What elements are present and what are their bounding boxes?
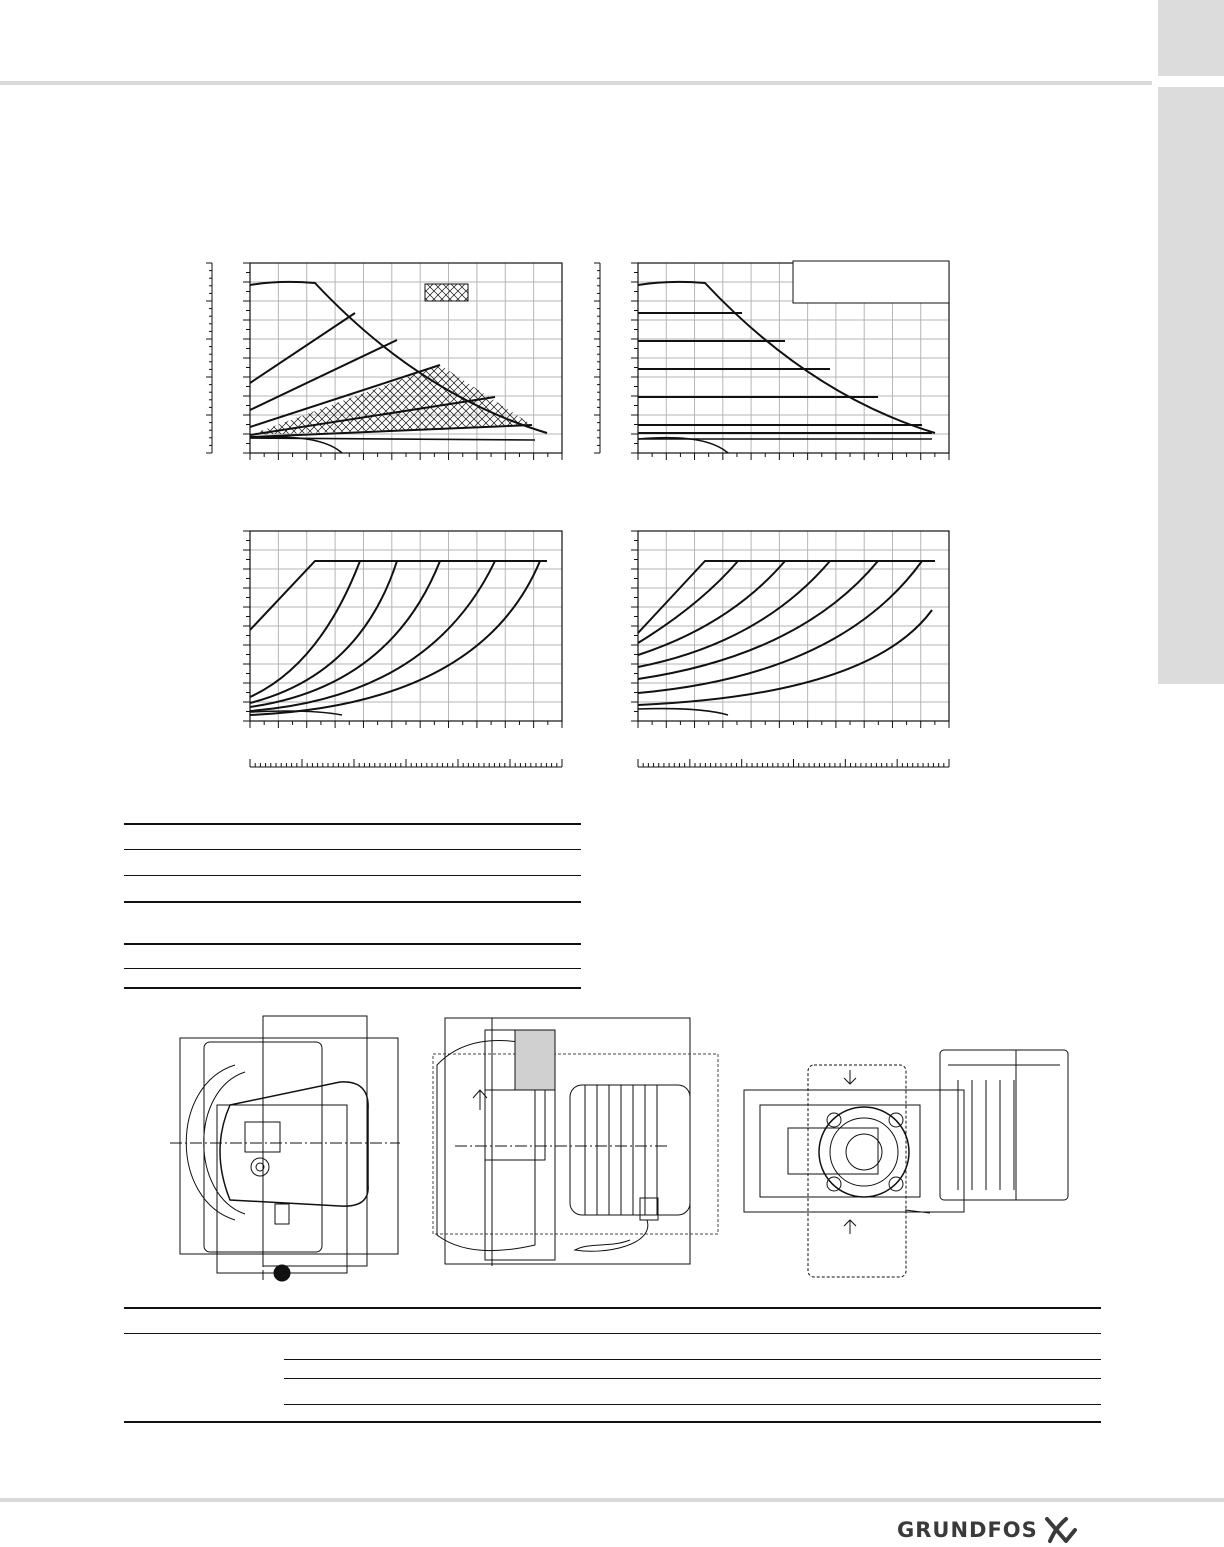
grundfos-logo: [897, 1513, 1078, 1547]
legend-hatched-box: [425, 284, 468, 301]
tech-table-top-rule: [124, 823, 581, 825]
tech-table-section-rule: [124, 901, 581, 903]
power-curve-4: [250, 561, 495, 711]
header-rule: [0, 81, 1152, 85]
power-chart-proportional: [190, 525, 570, 775]
dimension-table-top-rule: [124, 1307, 1101, 1309]
max-curve: [638, 282, 935, 433]
dimension-table-row-rule: [284, 1359, 1101, 1360]
min-power-curve: [638, 709, 728, 715]
pump-front-view: [160, 1010, 410, 1290]
section-tab-lower: [1158, 87, 1224, 684]
curve-1: [250, 313, 355, 383]
grundfos-logo-text: GRUNDFOS: [897, 1518, 1038, 1542]
pump-section-view: [425, 1010, 725, 1280]
max-power-curve: [250, 561, 547, 630]
tech-table-row-rule: [124, 875, 581, 876]
power-chart-constant: [580, 525, 960, 775]
hatched-operating-area: [250, 365, 532, 435]
performance-chart-proportional: [190, 255, 570, 465]
tech-table-section-rule: [124, 943, 581, 945]
npsh-curve: [250, 437, 342, 453]
dimension-table-bottom-rule: [124, 1421, 1101, 1423]
power-curve-6: [638, 610, 932, 705]
power-curve-5: [638, 561, 922, 693]
dimension-table-row-rule: [124, 1333, 1101, 1334]
dimension-table-row-rule: [284, 1404, 1101, 1405]
legend-box: [793, 261, 949, 303]
power-curve-3: [638, 561, 830, 667]
pump-flange-view: [740, 1040, 1080, 1280]
dimension-table-row-rule: [284, 1378, 1101, 1379]
grundfos-x-icon: [1044, 1516, 1078, 1544]
npsh-curve: [638, 438, 728, 453]
tech-table-row-rule: [124, 968, 581, 969]
performance-chart-constant: [580, 255, 960, 465]
footer-rule: [0, 1498, 1224, 1502]
tech-table-row-rule: [124, 849, 581, 850]
tech-table-bottom-rule: [124, 987, 581, 989]
section-tab-upper: [1158, 0, 1224, 76]
